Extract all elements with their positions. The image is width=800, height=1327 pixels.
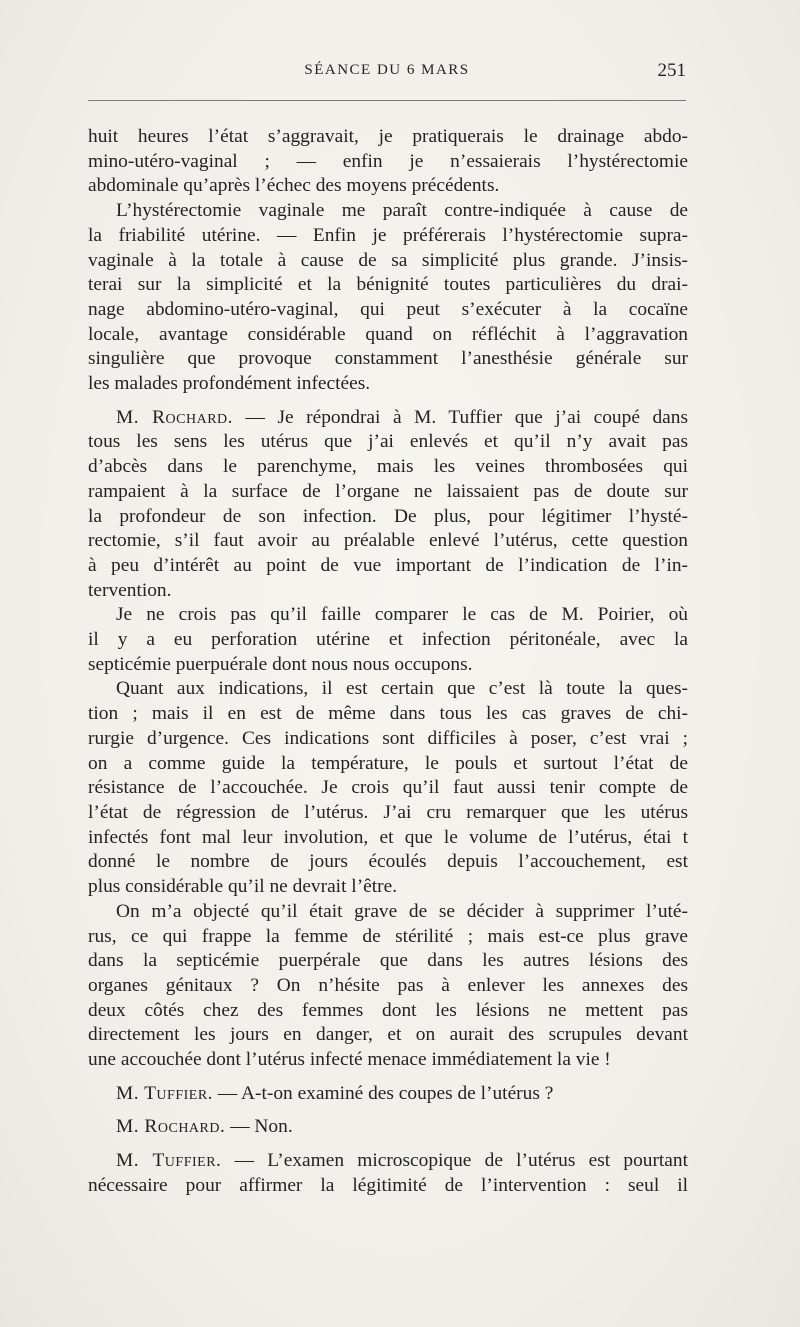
text-line: terai sur la simplicité et la bénignité toutes particulières du drai- — [88, 274, 688, 296]
speaker-name: M. Rochard. — [116, 406, 234, 428]
text-line: donné le nombre de jours écoulés depuis l’accouchement, est — [88, 851, 688, 873]
text-line: On m’a objecté qu’il était grave de se décider à supprimer l’uté- — [116, 900, 688, 922]
text-line: la friabilité utérine. — Enfin je préférerais l’hystérectomie supra- — [88, 224, 688, 246]
speech-text: — L’examen microscopique de l’utérus est pourtant — [221, 1150, 688, 1172]
text-line: abdominale qu’après l’échec des moyens précédents. — [88, 175, 500, 197]
page-header — [88, 62, 686, 90]
paragraph-rochard-reply — [88, 406, 688, 604]
text-line: deux côtés chez des femmes dont les lésions ne mettent pas — [88, 999, 688, 1021]
text-line: tion ; mais il en est de même dans tous les cas graves de chi- — [88, 703, 688, 725]
text-line: à peu d’intérêt au point de vue important de l’indication de l’in- — [88, 554, 688, 576]
text-line: tervention. — [88, 579, 172, 601]
spacer — [88, 397, 688, 406]
paragraph-tuffier-final — [88, 1149, 688, 1198]
text-line: Quant aux indications, il est certain que c’est là toute la ques- — [116, 678, 688, 700]
text-line: nage abdomino-utéro-vaginal, qui peut s’exécuter à la cocaïne — [88, 298, 688, 320]
running-title: SÉANCE DU 6 MARS — [304, 62, 470, 78]
text-line: L’hystérectomie vaginale me paraît contre-indiquée à cause de — [116, 200, 688, 222]
spacer — [88, 1140, 688, 1149]
paragraph-poirier — [88, 603, 688, 677]
paragraph-hysterectomy — [88, 199, 688, 397]
text-line: dans la septicémie puerpérale que dans les autres lésions des — [88, 950, 688, 972]
text-line: mino-utéro-vaginal ; — enfin je n’essaierais l’hystérectomie — [88, 150, 688, 172]
text-line: rus, ce qui frappe la femme de stérilité ; mais est-ce plus grave — [88, 925, 688, 947]
text-line: on a comme guide la température, le pouls et surtout l’état de — [88, 752, 688, 774]
text-line: directement les jours en danger, et on aurait des scrupules devant — [88, 1024, 688, 1046]
text-line: tous les sens les utérus que j’ai enlevés et qu’il n’y avait pas — [88, 431, 688, 453]
speech-text: — Je répondrai à M. Tuffier que j’ai coupé dans — [233, 406, 688, 428]
spacer — [88, 1106, 688, 1115]
text-line: infectés font mal leur involution, et que le volume de l’utérus, étai t — [88, 826, 688, 848]
rochard-answer — [88, 1115, 688, 1140]
text-line: il y a eu perforation utérine et infection péritonéale, avec la — [88, 629, 688, 651]
spacer — [88, 1073, 688, 1082]
text-line: d’abcès dans le parenchyme, mais les veines thrombosées qui — [88, 456, 688, 478]
text-line: singulière que provoque constamment l’anesthésie générale sur — [88, 348, 688, 370]
text-line: nécessaire pour affirmer la légitimité de l’intervention : seul il — [88, 1174, 688, 1196]
text-line — [88, 1149, 688, 1174]
header-rule — [88, 100, 686, 101]
speaker-name: M. Tuffier. — [116, 1150, 222, 1172]
text-line: huit heures l’état s’aggravait, je pratiquerais le drainage abdo- — [88, 126, 688, 147]
speaker-name: M. Tuffier. — [116, 1082, 214, 1104]
speech-text: — A-t-on examiné des coupes de l’utérus ? — [213, 1082, 554, 1104]
paragraph-indications — [88, 677, 688, 899]
text-line: rampaient à la surface de l’organe ne laissaient pas de doute sur — [88, 480, 688, 502]
text-line: plus considérable qu’il ne devrait l’être. — [88, 876, 398, 898]
text-line: résistance de l’accouchée. Je crois qu’il faut aussi tenir compte de — [88, 777, 688, 799]
text-line — [88, 406, 688, 431]
speech-text: — Non. — [225, 1116, 293, 1138]
paragraph-continuation — [88, 125, 688, 199]
text-line: rectomie, s’il faut avoir au préalable enlevé l’utérus, cette question — [88, 530, 688, 552]
text-line: rurgie d’urgence. Ces indications sont difficiles à poser, c’est vrai ; — [88, 727, 688, 749]
text-line: locale, avantage considérable quand on réfléchit à l’aggravation — [88, 323, 688, 345]
speaker-name: M. Rochard. — [116, 1116, 226, 1138]
paragraph-sterility — [88, 900, 688, 1073]
body-text — [88, 125, 688, 1199]
text-line: organes génitaux ? On n’hésite pas à enlever les annexes des — [88, 974, 688, 996]
text-line: septicémie puerpuérale dont nous nous occupons. — [88, 653, 473, 675]
tuffier-question — [88, 1082, 688, 1107]
text-line: une accouchée dont l’utérus infecté menace immédiatement la vie ! — [88, 1049, 611, 1071]
text-line: les malades profondément infectées. — [88, 373, 371, 395]
text-line: la profondeur de son infection. De plus, pour légitimer l’hysté- — [88, 505, 688, 527]
text-line: Je ne crois pas qu’il faille comparer le cas de M. Poirier, où — [116, 604, 688, 626]
text-line: l’état de régression de l’utérus. J’ai cru remarquer que les utérus — [88, 801, 688, 823]
text-line: vaginale à la totale à cause de sa simplicité plus grande. J’insis- — [88, 249, 688, 271]
page-number: 251 — [657, 60, 686, 81]
